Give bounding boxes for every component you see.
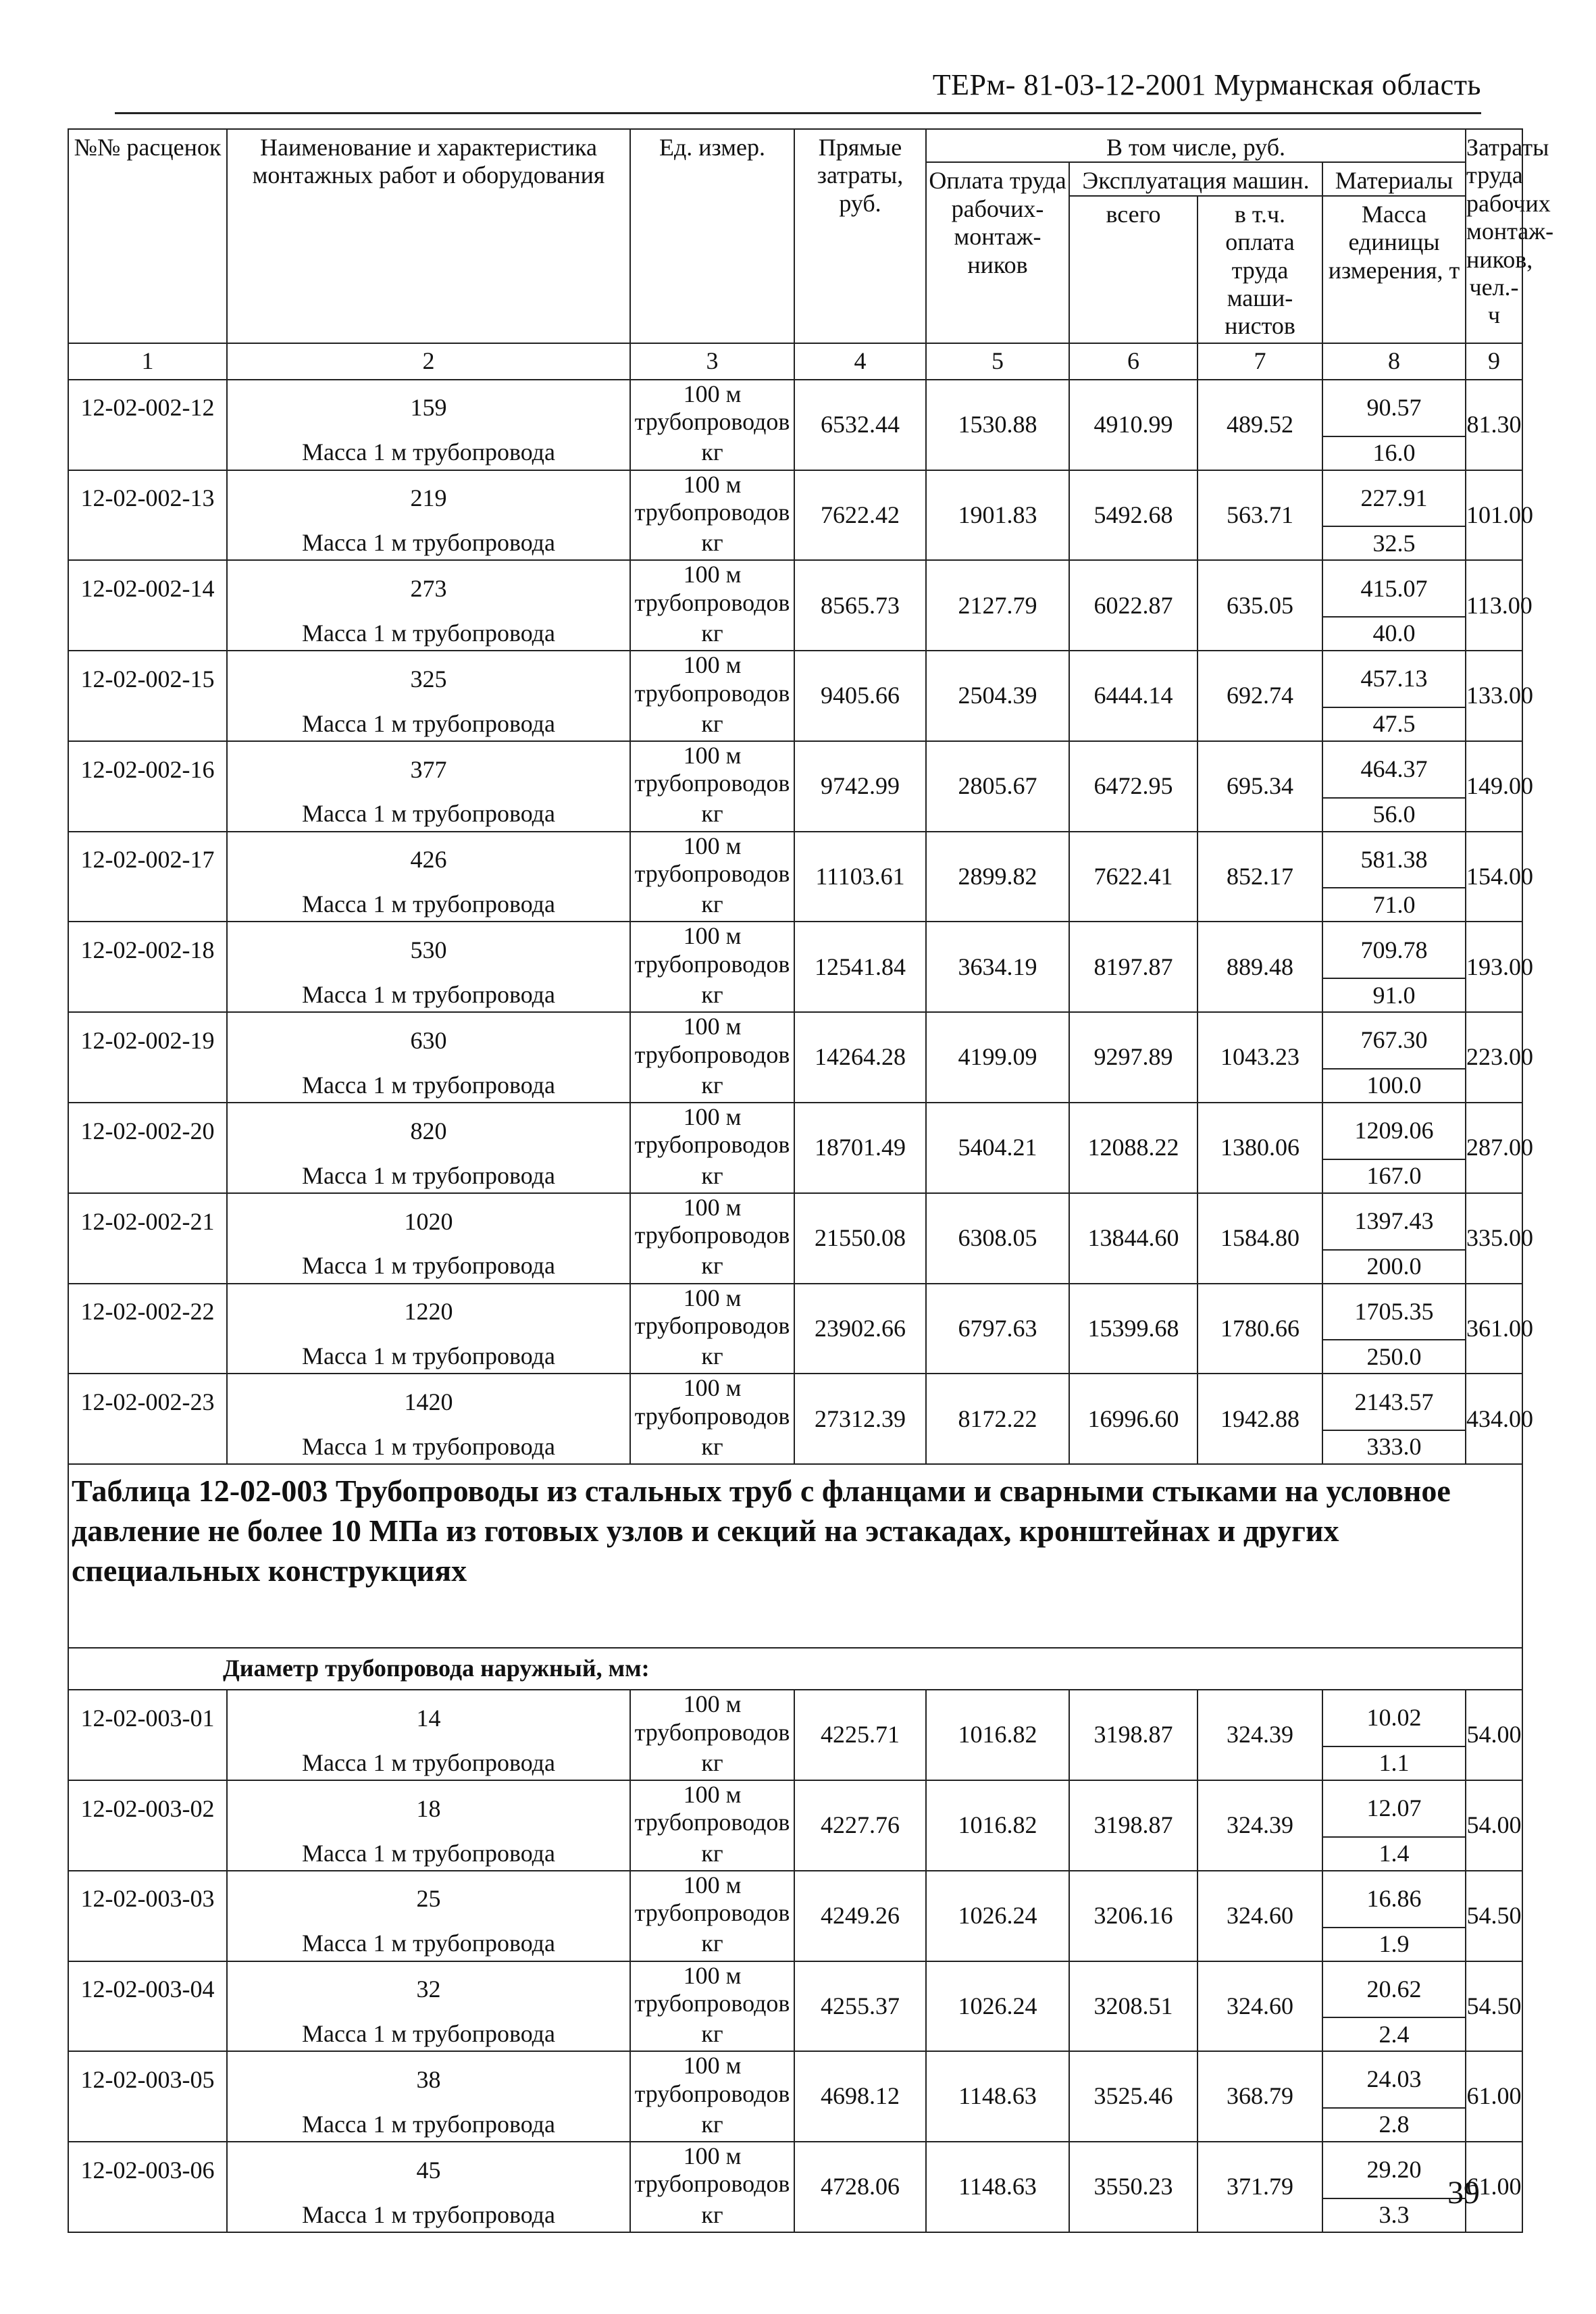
- unit-mass-cell: 100.0: [1322, 1069, 1466, 1103]
- labor-cell: 149.00: [1466, 741, 1522, 832]
- rate-unit: 100 м трубопроводов: [630, 741, 794, 798]
- materials-cell: 1705.35: [1322, 1284, 1466, 1340]
- labor-cell: 287.00: [1466, 1103, 1522, 1193]
- mass-code-spacer: [68, 1340, 227, 1374]
- rate-code: 12-02-002-14: [68, 560, 227, 617]
- diameter-label: Диаметр трубопровода наружный, мм:: [68, 1648, 1522, 1690]
- materials-cell: 415.07: [1322, 560, 1466, 617]
- mass-unit: кг: [630, 707, 794, 741]
- mass-label: Масса 1 м трубопровода: [227, 978, 630, 1012]
- rate-row: [68, 380, 1522, 436]
- materials-cell: 1209.06: [1322, 1103, 1466, 1159]
- rate-unit: 100 м трубопроводов: [630, 2051, 794, 2108]
- rate-unit: 100 м трубопроводов: [630, 1374, 794, 1430]
- rate-code: 12-02-002-16: [68, 741, 227, 798]
- machinist-wages-cell: 489.52: [1198, 380, 1322, 470]
- rate-unit: 100 м трубопроводов: [630, 1284, 794, 1340]
- wages-cell: 4199.09: [926, 1012, 1069, 1103]
- rate-row: [68, 1284, 1522, 1340]
- materials-cell: 581.38: [1322, 832, 1466, 888]
- rate-code: 12-02-002-13: [68, 470, 227, 527]
- header-machines-total: всего: [1069, 196, 1198, 343]
- document-title: ТЕРм- 81-03-12-2001 Мурманская область: [932, 68, 1481, 101]
- machinist-wages-cell: 1942.88: [1198, 1374, 1322, 1464]
- mass-unit: кг: [630, 888, 794, 922]
- materials-cell: 1397.43: [1322, 1193, 1466, 1250]
- direct-costs-cell: 27312.39: [794, 1374, 926, 1464]
- direct-costs-cell: 11103.61: [794, 832, 926, 922]
- rate-name: 325: [227, 651, 630, 707]
- rate-unit: 100 м трубопроводов: [630, 832, 794, 888]
- labor-cell: 133.00: [1466, 651, 1522, 741]
- direct-costs-cell: 6532.44: [794, 380, 926, 470]
- rate-name: 426: [227, 832, 630, 888]
- mass-unit: кг: [630, 436, 794, 470]
- machines-cell: 16996.60: [1069, 1374, 1198, 1464]
- machinist-wages-cell: 324.60: [1198, 1871, 1322, 1961]
- materials-cell: 2143.57: [1322, 1374, 1466, 1430]
- materials-cell: 24.03: [1322, 2051, 1466, 2108]
- mass-code-spacer: [68, 798, 227, 832]
- rate-row: [68, 741, 1522, 798]
- column-number: 5: [926, 343, 1069, 380]
- wages-cell: 1016.82: [926, 1690, 1069, 1780]
- direct-costs-cell: 18701.49: [794, 1103, 926, 1193]
- mass-unit: кг: [630, 1837, 794, 1871]
- machinist-wages-cell: 368.79: [1198, 2051, 1322, 2142]
- direct-costs-cell: 14264.28: [794, 1012, 926, 1103]
- wages-cell: 6797.63: [926, 1284, 1069, 1374]
- materials-cell: 457.13: [1322, 651, 1466, 707]
- mass-label: Масса 1 м трубопровода: [227, 798, 630, 832]
- mass-label: Масса 1 м трубопровода: [227, 1746, 630, 1780]
- rate-code: 12-02-003-01: [68, 1690, 227, 1746]
- rate-name: 32: [227, 1961, 630, 2018]
- rate-unit: 100 м трубопроводов: [630, 651, 794, 707]
- mass-unit: кг: [630, 798, 794, 832]
- document-header: [115, 62, 1481, 114]
- machinist-wages-cell: 635.05: [1198, 560, 1322, 651]
- machinist-wages-cell: 1780.66: [1198, 1284, 1322, 1374]
- unit-mass-cell: 16.0: [1322, 436, 1466, 470]
- mass-code-spacer: [68, 888, 227, 922]
- mass-unit: кг: [630, 1928, 794, 1961]
- mass-unit: кг: [630, 1250, 794, 1284]
- header-row-1: [68, 129, 1522, 162]
- machines-cell: 4910.99: [1069, 380, 1198, 470]
- direct-costs-cell: 4728.06: [794, 2142, 926, 2232]
- direct-costs-cell: 4255.37: [794, 1961, 926, 2052]
- direct-costs-cell: 21550.08: [794, 1193, 926, 1284]
- mass-unit: кг: [630, 1069, 794, 1103]
- unit-mass-cell: 47.5: [1322, 707, 1466, 741]
- rate-name: 25: [227, 1871, 630, 1928]
- direct-costs-cell: 4698.12: [794, 2051, 926, 2142]
- rate-code: 12-02-002-20: [68, 1103, 227, 1159]
- rate-code: 12-02-002-21: [68, 1193, 227, 1250]
- header-labor: Затраты труда рабочих монтаж-ников, чел.-ч: [1466, 129, 1522, 343]
- unit-mass-cell: 1.4: [1322, 1837, 1466, 1871]
- mass-label: Масса 1 м трубопровода: [227, 707, 630, 741]
- materials-cell: 90.57: [1322, 380, 1466, 436]
- mass-label: Масса 1 м трубопровода: [227, 617, 630, 651]
- section-row: [68, 1464, 1522, 1648]
- wages-cell: 1530.88: [926, 380, 1069, 470]
- machinist-wages-cell: 324.60: [1198, 1961, 1322, 2052]
- materials-cell: 10.02: [1322, 1690, 1466, 1746]
- column-number: 3: [630, 343, 794, 380]
- machines-cell: 3550.23: [1069, 2142, 1198, 2232]
- direct-costs-cell: 7622.42: [794, 470, 926, 561]
- labor-cell: 223.00: [1466, 1012, 1522, 1103]
- machines-cell: 9297.89: [1069, 1012, 1198, 1103]
- machines-cell: 6022.87: [1069, 560, 1198, 651]
- table-body: [68, 129, 1554, 2232]
- rate-unit: 100 м трубопроводов: [630, 560, 794, 617]
- unit-mass-cell: 2.8: [1322, 2108, 1466, 2142]
- header-materials-group: Материалы: [1322, 162, 1466, 195]
- materials-cell: 12.07: [1322, 1780, 1466, 1837]
- wages-cell: 2899.82: [926, 832, 1069, 922]
- header-code: №№ расценок: [68, 129, 227, 343]
- mass-code-spacer: [68, 436, 227, 470]
- rate-row: [68, 1103, 1522, 1159]
- mass-label: Масса 1 м трубопровода: [227, 1069, 630, 1103]
- materials-cell: 767.30: [1322, 1012, 1466, 1069]
- column-number: 1: [68, 343, 227, 380]
- rate-name: 273: [227, 560, 630, 617]
- machinist-wages-cell: 1380.06: [1198, 1103, 1322, 1193]
- wages-cell: 1148.63: [926, 2051, 1069, 2142]
- rate-row: [68, 1961, 1522, 2018]
- rate-row: [68, 922, 1522, 978]
- unit-mass-cell: 1.9: [1322, 1928, 1466, 1961]
- mass-code-spacer: [68, 617, 227, 651]
- rate-code: 12-02-002-19: [68, 1012, 227, 1069]
- unit-mass-cell: 32.5: [1322, 526, 1466, 560]
- rate-code: 12-02-002-18: [68, 922, 227, 978]
- mass-unit: кг: [630, 978, 794, 1012]
- header-machines-group: Эксплуатация машин.: [1069, 162, 1322, 195]
- rate-code: 12-02-002-15: [68, 651, 227, 707]
- machinist-wages-cell: 371.79: [1198, 2142, 1322, 2232]
- rate-unit: 100 м трубопроводов: [630, 1780, 794, 1837]
- unit-mass-cell: 200.0: [1322, 1250, 1466, 1284]
- rate-unit: 100 м трубопроводов: [630, 2142, 794, 2198]
- mass-unit: кг: [630, 1430, 794, 1464]
- mass-unit: кг: [630, 617, 794, 651]
- unit-mass-cell: 56.0: [1322, 798, 1466, 832]
- labor-cell: 113.00: [1466, 560, 1522, 651]
- mass-unit: кг: [630, 2017, 794, 2051]
- wages-cell: 1016.82: [926, 1780, 1069, 1871]
- rate-row: [68, 2142, 1522, 2198]
- rate-row: [68, 2051, 1522, 2108]
- machinist-wages-cell: 889.48: [1198, 922, 1322, 1012]
- header-name: Наименование и характеристика монтажных работ и оборудования: [227, 129, 630, 343]
- mass-label: Масса 1 м трубопровода: [227, 1340, 630, 1374]
- rate-unit: 100 м трубопроводов: [630, 1871, 794, 1928]
- rate-unit: 100 м трубопроводов: [630, 380, 794, 436]
- machines-cell: 6472.95: [1069, 741, 1198, 832]
- materials-cell: 16.86: [1322, 1871, 1466, 1928]
- mass-label: Масса 1 м трубопровода: [227, 888, 630, 922]
- labor-cell: 335.00: [1466, 1193, 1522, 1284]
- rate-name: 530: [227, 922, 630, 978]
- mass-label: Масса 1 м трубопровода: [227, 1928, 630, 1961]
- mass-label: Масса 1 м трубопровода: [227, 1430, 630, 1464]
- labor-cell: 61.00: [1466, 2051, 1522, 2142]
- unit-mass-cell: 2.4: [1322, 2017, 1466, 2051]
- unit-mass-cell: 167.0: [1322, 1159, 1466, 1193]
- mass-label: Масса 1 м трубопровода: [227, 1837, 630, 1871]
- header-including-group: В том числе, руб.: [926, 129, 1466, 162]
- machinist-wages-cell: 324.39: [1198, 1690, 1322, 1780]
- direct-costs-cell: 8565.73: [794, 560, 926, 651]
- wages-cell: 5404.21: [926, 1103, 1069, 1193]
- column-number: 6: [1069, 343, 1198, 380]
- rate-row: [68, 1780, 1522, 1837]
- labor-cell: 54.00: [1466, 1690, 1522, 1780]
- mass-code-spacer: [68, 1837, 227, 1871]
- wages-cell: 1148.63: [926, 2142, 1069, 2232]
- wages-cell: 2127.79: [926, 560, 1069, 651]
- rate-code: 12-02-002-12: [68, 380, 227, 436]
- direct-costs-cell: 9405.66: [794, 651, 926, 741]
- column-number: 9: [1466, 343, 1522, 380]
- rate-row: [68, 470, 1522, 527]
- labor-cell: 193.00: [1466, 922, 1522, 1012]
- labor-cell: 81.30: [1466, 380, 1522, 470]
- direct-costs-cell: 23902.66: [794, 1284, 926, 1374]
- labor-cell: 101.00: [1466, 470, 1522, 561]
- machinist-wages-cell: 563.71: [1198, 470, 1322, 561]
- header-direct-costs: Прямые затраты, руб.: [794, 129, 926, 343]
- machinist-wages-cell: 1043.23: [1198, 1012, 1322, 1103]
- rate-row: [68, 832, 1522, 888]
- mass-label: Масса 1 м трубопровода: [227, 1159, 630, 1193]
- rate-row: [68, 1690, 1522, 1746]
- mass-unit: кг: [630, 1340, 794, 1374]
- machines-cell: 3525.46: [1069, 2051, 1198, 2142]
- mass-label: Масса 1 м трубопровода: [227, 2108, 630, 2142]
- rate-name: 159: [227, 380, 630, 436]
- rate-unit: 100 м трубопроводов: [630, 470, 794, 527]
- machinist-wages-cell: 692.74: [1198, 651, 1322, 741]
- column-number: 7: [1198, 343, 1322, 380]
- labor-cell: 154.00: [1466, 832, 1522, 922]
- machines-cell: 3198.87: [1069, 1690, 1198, 1780]
- unit-mass-cell: 71.0: [1322, 888, 1466, 922]
- labor-cell: 54.00: [1466, 1780, 1522, 1871]
- rate-unit: 100 м трубопроводов: [630, 1103, 794, 1159]
- machines-cell: 8197.87: [1069, 922, 1198, 1012]
- rate-code: 12-02-003-05: [68, 2051, 227, 2108]
- materials-cell: 709.78: [1322, 922, 1466, 978]
- header-unit: Ед. измер.: [630, 129, 794, 343]
- mass-code-spacer: [68, 1928, 227, 1961]
- mass-code-spacer: [68, 2198, 227, 2232]
- mass-unit: кг: [630, 526, 794, 560]
- machines-cell: 3198.87: [1069, 1780, 1198, 1871]
- diameter-row: [68, 1648, 1522, 1690]
- unit-mass-cell: 40.0: [1322, 617, 1466, 651]
- unit-mass-cell: 250.0: [1322, 1340, 1466, 1374]
- wages-cell: 1026.24: [926, 1961, 1069, 2052]
- wages-cell: 1026.24: [926, 1871, 1069, 1961]
- labor-cell: 54.50: [1466, 1961, 1522, 2052]
- labor-cell: 434.00: [1466, 1374, 1522, 1464]
- machines-cell: 3208.51: [1069, 1961, 1198, 2052]
- rate-code: 12-02-003-04: [68, 1961, 227, 2018]
- rate-unit: 100 м трубопроводов: [630, 1193, 794, 1250]
- rate-unit: 100 м трубопроводов: [630, 922, 794, 978]
- section-title: Таблица 12-02-003 Трубопроводы из стальных труб с фланцами и сварными стыками на условное давление не более 10 МПа из готовых узлов и секций на эстакадах, кронштейнах и других специальных конструкциях: [68, 1464, 1522, 1648]
- mass-unit: кг: [630, 2198, 794, 2232]
- mass-code-spacer: [68, 1159, 227, 1193]
- mass-code-spacer: [68, 1430, 227, 1464]
- rate-unit: 100 м трубопроводов: [630, 1961, 794, 2018]
- unit-mass-cell: 1.1: [1322, 1746, 1466, 1780]
- mass-label: Масса 1 м трубопровода: [227, 2017, 630, 2051]
- wages-cell: 2805.67: [926, 741, 1069, 832]
- rate-unit: 100 м трубопроводов: [630, 1690, 794, 1746]
- column-number: 8: [1322, 343, 1466, 380]
- mass-code-spacer: [68, 978, 227, 1012]
- rate-name: 14: [227, 1690, 630, 1746]
- rate-row: [68, 560, 1522, 617]
- wages-cell: 3634.19: [926, 922, 1069, 1012]
- mass-unit: кг: [630, 1159, 794, 1193]
- unit-mass-cell: 333.0: [1322, 1430, 1466, 1464]
- materials-cell: 20.62: [1322, 1961, 1466, 2018]
- rate-row: [68, 1871, 1522, 1928]
- mass-unit: кг: [630, 2108, 794, 2142]
- header-wages: Оплата труда рабочих-монтаж-ников: [926, 162, 1069, 343]
- rate-code: 12-02-003-03: [68, 1871, 227, 1928]
- mass-code-spacer: [68, 526, 227, 560]
- direct-costs-cell: 4227.76: [794, 1780, 926, 1871]
- machines-cell: 7622.41: [1069, 832, 1198, 922]
- mass-code-spacer: [68, 1250, 227, 1284]
- rate-name: 1420: [227, 1374, 630, 1430]
- header-machinist-wages: в т.ч. оплата труда маши-нистов: [1198, 196, 1322, 343]
- wages-cell: 2504.39: [926, 651, 1069, 741]
- labor-cell: 54.50: [1466, 1871, 1522, 1961]
- unit-mass-cell: 3.3: [1322, 2198, 1466, 2232]
- header-unit-mass: Масса единицы измерения, т: [1322, 196, 1466, 343]
- mass-code-spacer: [68, 2108, 227, 2142]
- machinist-wages-cell: 852.17: [1198, 832, 1322, 922]
- rate-code: 12-02-003-06: [68, 2142, 227, 2198]
- column-number: 4: [794, 343, 926, 380]
- machinist-wages-cell: 1584.80: [1198, 1193, 1322, 1284]
- mass-label: Масса 1 м трубопровода: [227, 526, 630, 560]
- wages-cell: 1901.83: [926, 470, 1069, 561]
- rate-row: [68, 1193, 1522, 1250]
- machines-cell: 5492.68: [1069, 470, 1198, 561]
- rate-code: 12-02-003-02: [68, 1780, 227, 1837]
- rate-name: 1020: [227, 1193, 630, 1250]
- rate-name: 820: [227, 1103, 630, 1159]
- direct-costs-cell: 4225.71: [794, 1690, 926, 1780]
- unit-mass-cell: 91.0: [1322, 978, 1466, 1012]
- rate-row: [68, 1012, 1522, 1069]
- mass-code-spacer: [68, 1746, 227, 1780]
- column-number-row: [68, 343, 1522, 380]
- rate-code: 12-02-002-23: [68, 1374, 227, 1430]
- machinist-wages-cell: 695.34: [1198, 741, 1322, 832]
- rate-name: 1220: [227, 1284, 630, 1340]
- column-number: 2: [227, 343, 630, 380]
- rate-code: 12-02-002-22: [68, 1284, 227, 1340]
- wages-cell: 8172.22: [926, 1374, 1069, 1464]
- rate-name: 38: [227, 2051, 630, 2108]
- wages-cell: 6308.05: [926, 1193, 1069, 1284]
- rates-table: [68, 128, 1554, 2233]
- direct-costs-cell: 4249.26: [794, 1871, 926, 1961]
- rate-name: 45: [227, 2142, 630, 2198]
- labor-cell: 361.00: [1466, 1284, 1522, 1374]
- mass-code-spacer: [68, 707, 227, 741]
- labor-cell: 61.00: [1466, 2142, 1522, 2232]
- mass-code-spacer: [68, 1069, 227, 1103]
- machines-cell: 13844.60: [1069, 1193, 1198, 1284]
- mass-label: Масса 1 м трубопровода: [227, 1250, 630, 1284]
- mass-unit: кг: [630, 1746, 794, 1780]
- direct-costs-cell: 12541.84: [794, 922, 926, 1012]
- mass-label: Масса 1 м трубопровода: [227, 2198, 630, 2232]
- mass-label: Масса 1 м трубопровода: [227, 436, 630, 470]
- rate-row: [68, 1374, 1522, 1430]
- rate-name: 219: [227, 470, 630, 527]
- rate-unit: 100 м трубопроводов: [630, 1012, 794, 1069]
- page-number: 39: [1447, 2175, 1480, 2211]
- machines-cell: 6444.14: [1069, 651, 1198, 741]
- materials-cell: 227.91: [1322, 470, 1466, 527]
- rate-row: [68, 651, 1522, 707]
- rate-name: 630: [227, 1012, 630, 1069]
- rate-name: 377: [227, 741, 630, 798]
- mass-code-spacer: [68, 2017, 227, 2051]
- materials-cell: 464.37: [1322, 741, 1466, 798]
- machines-cell: 12088.22: [1069, 1103, 1198, 1193]
- machines-cell: 3206.16: [1069, 1871, 1198, 1961]
- machinist-wages-cell: 324.39: [1198, 1780, 1322, 1871]
- rate-code: 12-02-002-17: [68, 832, 227, 888]
- machines-cell: 15399.68: [1069, 1284, 1198, 1374]
- rate-name: 18: [227, 1780, 630, 1837]
- direct-costs-cell: 9742.99: [794, 741, 926, 832]
- materials-cell: 29.20: [1322, 2142, 1466, 2198]
